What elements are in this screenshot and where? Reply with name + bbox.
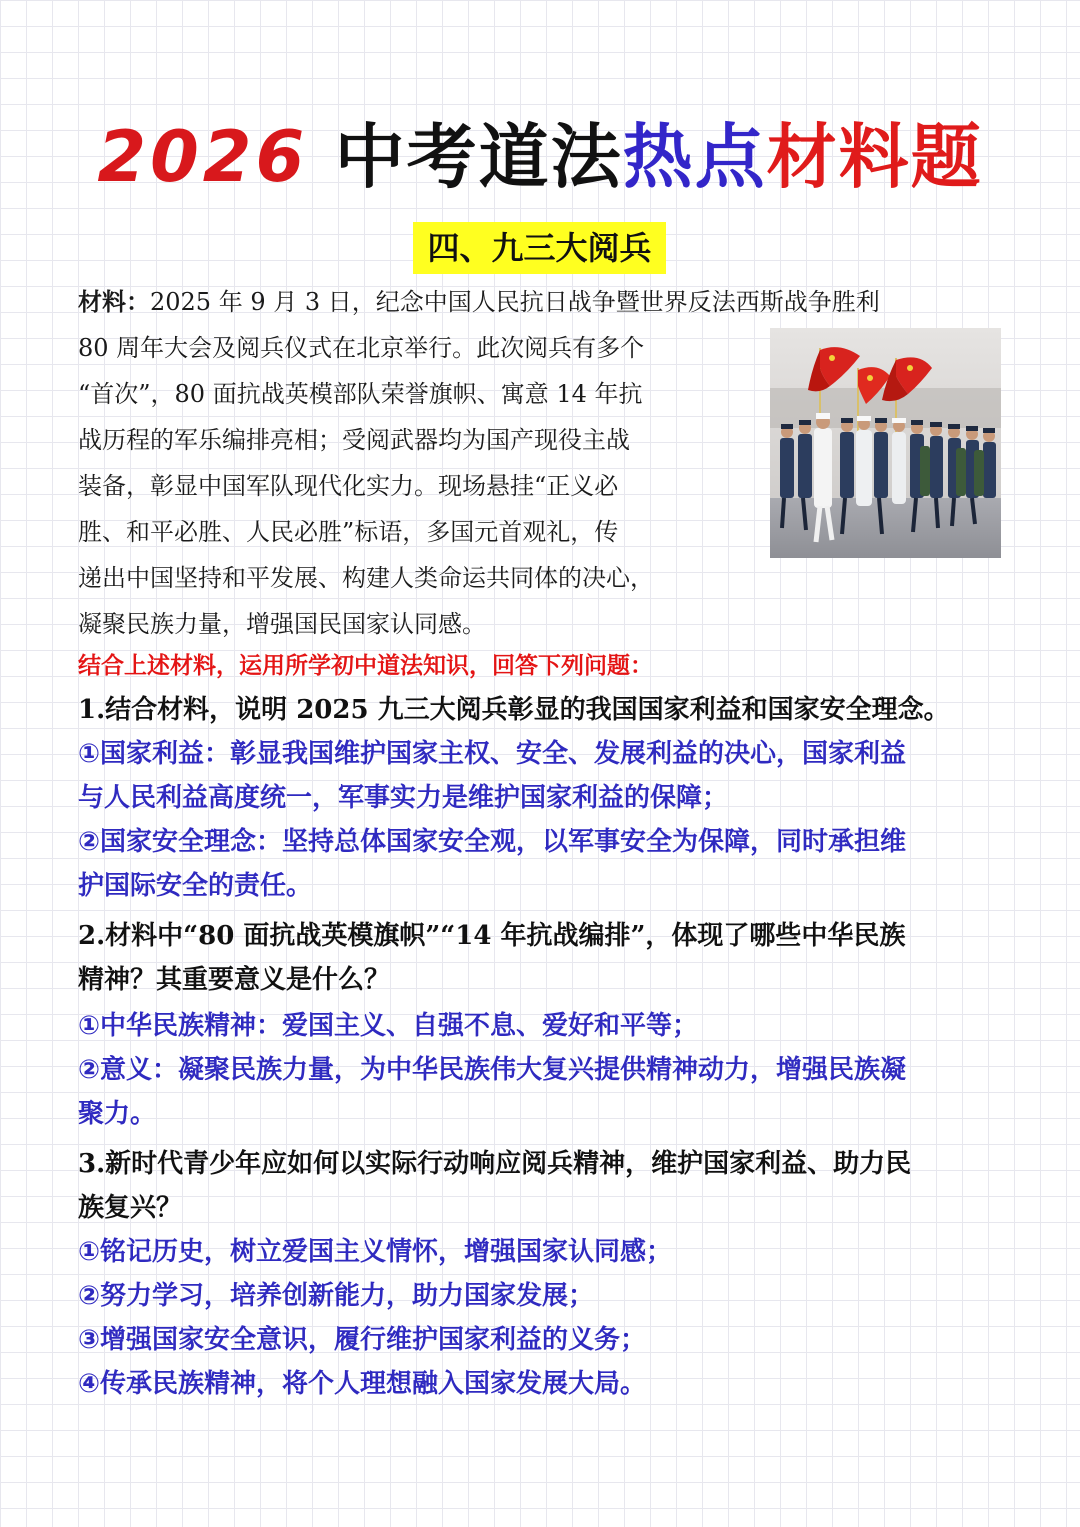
material-line-7: 递出中国坚持和平发展、构建人类命运共同体的决心， [78, 564, 654, 592]
answer-1-line-4: 护国际安全的责任。 [78, 871, 313, 901]
question-3 [78, 1142, 1008, 1230]
material-line-1: 材料：2025 年 9 月 3 日，纪念中国人民抗日战争暨世界反法西斯战争胜利 [78, 287, 880, 316]
answer-3 [78, 1230, 1008, 1406]
answer-3-line-1: ①铭记历史，树立爱国主义情怀，增强国家认同感； [78, 1237, 673, 1267]
answer-1-line-1: ①国家利益：彰显我国维护国家主权、安全、发展利益的决心，国家利益 [78, 739, 907, 769]
question-3-line-1: 3.新时代青少年应如何以实际行动响应阅兵精神，维护国家利益、助力民 [78, 1149, 912, 1179]
answer-1-line-2: 与人民利益高度统一，军事实力是维护国家利益的保障； [78, 783, 729, 813]
answer-2-line-3: 聚力。 [78, 1099, 157, 1129]
question-3-line-2: 族复兴？ [78, 1193, 183, 1223]
material-line-8: 凝聚民族力量，增强国民国家认同感。 [78, 610, 486, 638]
question-2 [78, 914, 1008, 1002]
title-part-3: 材料题 [766, 116, 983, 198]
material-label: 材料： [78, 287, 150, 316]
answer-1 [78, 732, 1008, 908]
material-line-3: “首次”，80 面抗战英模部队荣誉旗帜、寓意 14 年抗 [78, 380, 643, 408]
answer-2-line-1: ①中华民族精神：爱国主义、自强不息、爱好和平等； [78, 1011, 699, 1041]
answer-2 [78, 1004, 1008, 1136]
question-1-line-1: 1.结合材料，说明 2025 九三大阅兵彰显的我国国家利益和国家安全理念。 [78, 695, 950, 725]
parade-photo-illustration [770, 328, 1001, 558]
answer-3-line-4: ④传承民族精神，将个人理想融入国家发展大局。 [78, 1369, 647, 1399]
material-line-4: 战历程的军乐编排亮相；受阅武器均为国产现役主战 [78, 426, 630, 454]
title-part-2: 热点 [622, 116, 767, 198]
title-year: 2026 [97, 116, 309, 198]
material-line-5: 装备，彰显中国军队现代化实力。现场悬挂“正义必 [78, 472, 619, 500]
parade-photo [770, 328, 1001, 558]
answer-3-line-2: ②努力学习，培养创新能力，助力国家发展； [78, 1281, 595, 1311]
answer-1-line-3: ②国家安全理念：坚持总体国家安全观，以军事安全为保障，同时承担维 [78, 827, 907, 857]
title-part-1: 中考道法 [334, 116, 623, 198]
question-1 [78, 688, 1008, 732]
section-subtitle: 四、九三大阅兵 [413, 222, 666, 274]
material-line-2: 80 周年大会及阅兵仪式在北京举行。此次阅兵有多个 [78, 334, 645, 362]
question-2-line-1: 2.材料中“80 面抗战英模旗帜”“14 年抗战编排”，体现了哪些中华民族 [78, 921, 906, 951]
question-2-line-2: 精神？其重要意义是什么？ [78, 965, 391, 995]
material-line-6: 胜、和平必胜、人民必胜”标语，多国元首观礼，传 [78, 518, 619, 546]
answer-2-line-2: ②意义：凝聚民族力量，为中华民族伟大复兴提供精神动力，增强民族凝 [78, 1055, 907, 1085]
page-title [0, 112, 1080, 202]
answer-3-line-3: ③增强国家安全意识，履行维护国家利益的义务； [78, 1325, 647, 1355]
question-instruction: 结合上述材料，运用所学初中道法知识，回答下列问题： [78, 653, 653, 679]
